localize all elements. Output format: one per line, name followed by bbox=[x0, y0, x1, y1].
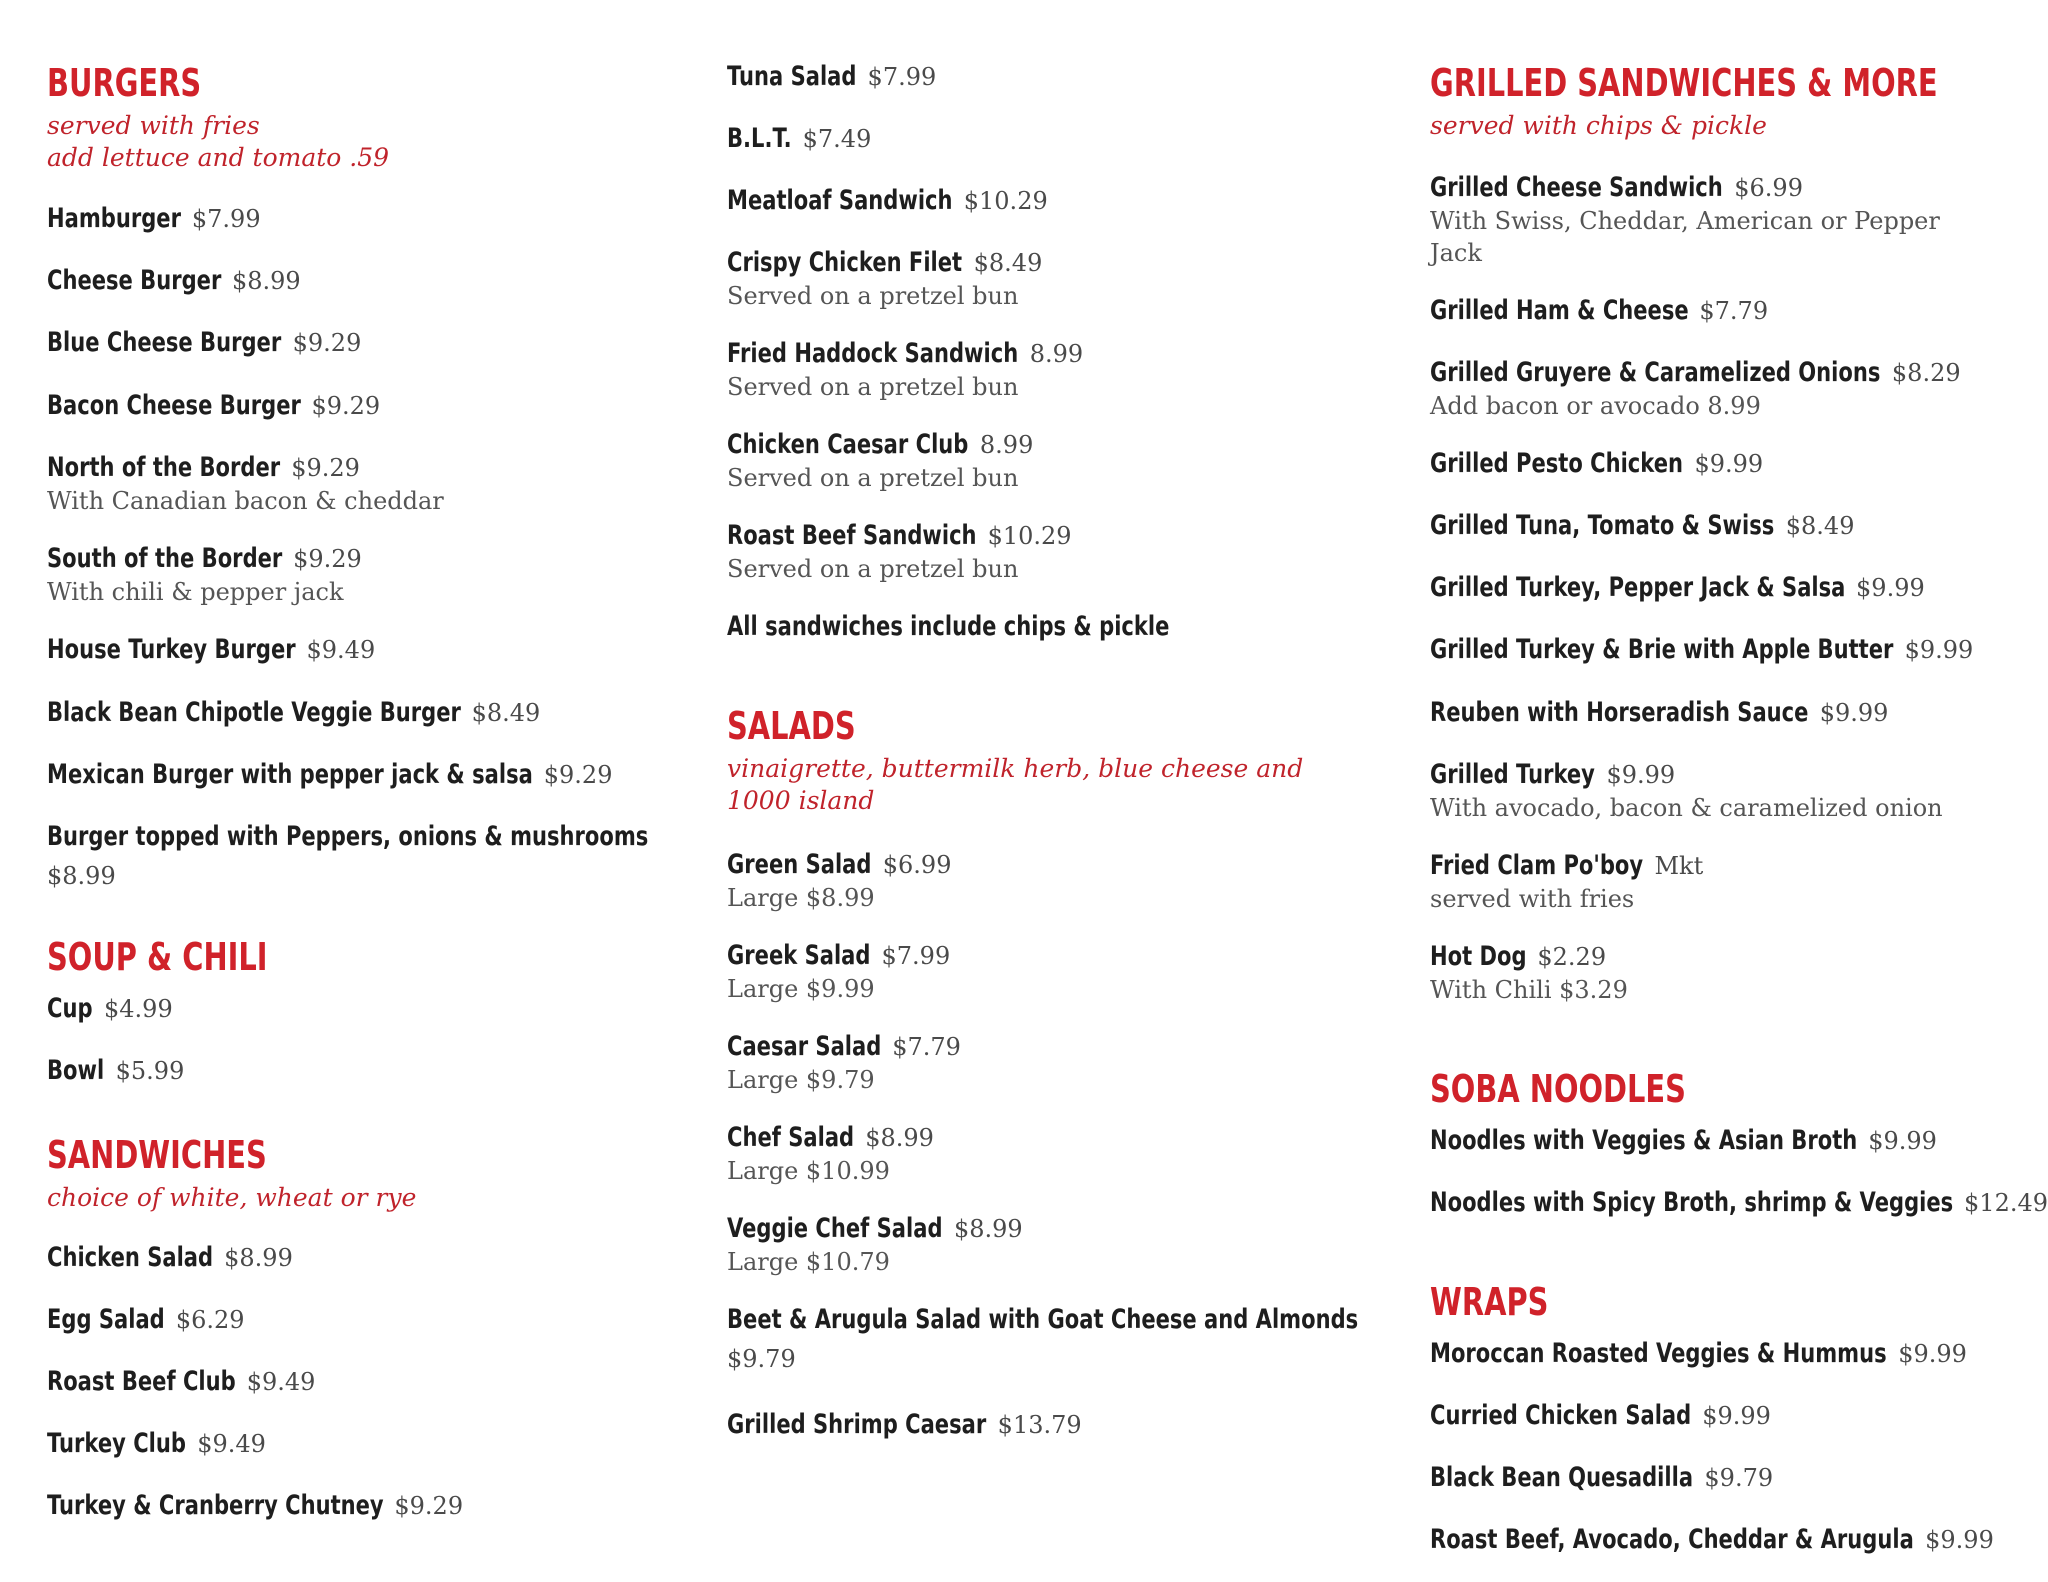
item-price: $7.49 bbox=[802, 125, 872, 153]
item-name: Fried Haddock Sandwich bbox=[727, 338, 1019, 369]
item-name: Beet & Arugula Salad with Goat Cheese and Almonds bbox=[727, 1304, 1359, 1335]
item-price: $8.99 bbox=[224, 1244, 293, 1272]
item-description: Large $10.79 bbox=[727, 1248, 890, 1276]
menu-item bbox=[727, 246, 1042, 312]
item-name: Chicken Salad bbox=[47, 1242, 214, 1273]
item-name: Hot Dog bbox=[1430, 941, 1527, 972]
menu-item bbox=[47, 992, 173, 1026]
item-description: Large $9.99 bbox=[727, 975, 875, 1003]
item-price: $9.99 bbox=[1925, 1526, 1994, 1554]
item-price: $9.49 bbox=[197, 1430, 266, 1458]
item-price: $9.29 bbox=[394, 1492, 464, 1520]
item-name: Black Bean Quesadilla bbox=[1430, 1462, 1694, 1493]
item-name: Meatloaf Sandwich bbox=[727, 185, 953, 216]
item-name: Chicken Caesar Club bbox=[727, 429, 969, 460]
item-name: Black Bean Chipotle Veggie Burger bbox=[47, 697, 461, 728]
menu-item bbox=[727, 1030, 961, 1096]
item-price: $4.99 bbox=[104, 995, 173, 1023]
item-name: Moroccan Roasted Veggies & Hummus bbox=[1430, 1338, 1887, 1369]
menu-item bbox=[727, 519, 1072, 585]
item-price: $8.29 bbox=[1891, 359, 1961, 387]
item-name: Bowl bbox=[47, 1055, 105, 1086]
item-description: $9.79 bbox=[727, 1345, 796, 1373]
item-price: $8.99 bbox=[953, 1215, 1023, 1243]
item-price: $8.99 bbox=[231, 267, 301, 295]
item-price: $9.49 bbox=[306, 636, 376, 664]
item-description: With Chili $3.29 bbox=[1430, 976, 1628, 1004]
section-subtitle-salads: vinaigrette, buttermilk herb, blue cheese and 1000 island bbox=[727, 754, 1304, 815]
item-name: Mexican Burger with pepper jack & salsa bbox=[47, 759, 533, 790]
menu-item bbox=[727, 848, 951, 914]
item-price: $9.99 bbox=[1694, 450, 1764, 478]
menu-item bbox=[47, 202, 261, 236]
menu-item bbox=[1430, 1461, 1773, 1495]
note-text: All sandwiches include chips & pickle bbox=[727, 611, 1170, 642]
item-name: Curried Chicken Salad bbox=[1430, 1400, 1692, 1431]
menu-item bbox=[1430, 447, 1763, 481]
item-price: $9.29 bbox=[293, 545, 362, 573]
item-description: Served on a pretzel bun bbox=[727, 555, 1019, 583]
menu-item bbox=[727, 428, 1033, 494]
item-price: $8.49 bbox=[973, 249, 1043, 277]
item-price: $7.99 bbox=[881, 942, 951, 970]
item-name: Grilled Shrimp Caesar bbox=[727, 1409, 987, 1440]
item-name: Grilled Tuna, Tomato & Swiss bbox=[1430, 510, 1775, 541]
menu-item bbox=[1430, 171, 1990, 269]
menu-item bbox=[1430, 1399, 1771, 1433]
menu-item bbox=[47, 1365, 315, 1399]
item-description: Served on a pretzel bun bbox=[727, 373, 1019, 401]
item-price: $9.99 bbox=[1868, 1127, 1937, 1155]
item-price: $9.49 bbox=[246, 1368, 316, 1396]
item-description: Served on a pretzel bun bbox=[727, 464, 1019, 492]
item-name: Grilled Pesto Chicken bbox=[1430, 448, 1684, 479]
item-price: $13.79 bbox=[997, 1411, 1082, 1439]
menu-item bbox=[1430, 356, 1961, 422]
item-price: $5.99 bbox=[115, 1057, 185, 1085]
item-name: Grilled Cheese Sandwich bbox=[1430, 172, 1723, 203]
item-price: $12.49 bbox=[1964, 1189, 2048, 1217]
menu-item bbox=[727, 122, 871, 156]
item-name: Egg Salad bbox=[47, 1304, 165, 1335]
menu-item bbox=[727, 1408, 1082, 1442]
menu-item bbox=[1430, 758, 1943, 824]
menu-item bbox=[47, 1241, 293, 1275]
menu-item bbox=[47, 1054, 184, 1088]
item-name: Tuna Salad bbox=[727, 61, 857, 92]
item-name: Grilled Gruyere & Caramelized Onions bbox=[1430, 357, 1881, 388]
section-heading-grilled: GRILLED SANDWICHES & MORE bbox=[1430, 61, 1938, 105]
item-name: Roast Beef Club bbox=[47, 1366, 236, 1397]
item-name: Grilled Turkey bbox=[1430, 759, 1595, 790]
item-price: $7.99 bbox=[191, 205, 261, 233]
menu-item bbox=[47, 542, 362, 608]
item-price: $6.99 bbox=[1734, 174, 1803, 202]
item-description: Large $9.79 bbox=[727, 1066, 875, 1094]
item-price: 8.99 bbox=[1029, 340, 1084, 368]
item-price: $8.99 bbox=[865, 1124, 934, 1152]
menu-item bbox=[47, 758, 612, 792]
item-price: $10.29 bbox=[963, 187, 1048, 215]
menu-item bbox=[727, 337, 1083, 403]
item-price: $2.29 bbox=[1537, 943, 1607, 971]
menu-item bbox=[47, 1489, 463, 1523]
item-price: $6.29 bbox=[175, 1306, 245, 1334]
item-name: Veggie Chef Salad bbox=[727, 1213, 943, 1244]
item-price: $9.99 bbox=[1898, 1340, 1967, 1368]
item-name: Bacon Cheese Burger bbox=[47, 390, 301, 421]
menu-item bbox=[727, 1121, 934, 1187]
item-description: With Swiss, Cheddar, American or Pepper Jack bbox=[1430, 207, 1940, 267]
section-subtitle-burgers: served with fries add lettuce and tomato .59 bbox=[47, 111, 390, 172]
item-price: $9.99 bbox=[1606, 761, 1676, 789]
item-price: $9.29 bbox=[543, 761, 613, 789]
section-heading-soba: SOBA NOODLES bbox=[1430, 1067, 1686, 1111]
item-name: Noodles with Veggies & Asian Broth bbox=[1430, 1125, 1858, 1156]
item-name: Hamburger bbox=[47, 203, 181, 234]
item-name: North of the Border bbox=[47, 452, 281, 483]
item-price: $9.29 bbox=[292, 329, 362, 357]
item-name: Grilled Turkey, Pepper Jack & Salsa bbox=[1430, 572, 1846, 603]
item-name: Turkey Club bbox=[47, 1428, 186, 1459]
menu-item bbox=[47, 1427, 266, 1461]
item-price: $9.99 bbox=[1702, 1402, 1771, 1430]
item-name: Crispy Chicken Filet bbox=[727, 247, 963, 278]
item-description: Served on a pretzel bun bbox=[727, 282, 1019, 310]
item-description: Large $8.99 bbox=[727, 884, 875, 912]
item-name: Cheese Burger bbox=[47, 265, 222, 296]
menu-item bbox=[47, 696, 540, 730]
item-name: Grilled Ham & Cheese bbox=[1430, 295, 1689, 326]
section-heading-soup: SOUP & CHILI bbox=[47, 935, 268, 979]
item-name: Reuben with Horseradish Sauce bbox=[1430, 697, 1809, 728]
menu-item bbox=[47, 326, 361, 360]
item-name: Cup bbox=[47, 993, 93, 1024]
item-name: Chef Salad bbox=[727, 1122, 855, 1153]
item-price: Mkt bbox=[1654, 852, 1704, 880]
menu-item bbox=[727, 60, 936, 94]
section-heading-sandwiches: SANDWICHES bbox=[47, 1133, 267, 1177]
item-price: $9.99 bbox=[1856, 574, 1925, 602]
item-name: B.L.T. bbox=[727, 123, 792, 154]
item-description: With Canadian bacon & cheddar bbox=[47, 487, 444, 515]
item-description: With chili & pepper jack bbox=[47, 578, 344, 606]
menu-item bbox=[47, 389, 380, 423]
menu-item bbox=[727, 184, 1048, 218]
item-description: With avocado, bacon & caramelized onion bbox=[1430, 794, 1943, 822]
item-name: Grilled Turkey & Brie with Apple Butter bbox=[1430, 634, 1894, 665]
menu-item bbox=[47, 820, 654, 892]
item-name: South of the Border bbox=[47, 543, 283, 574]
item-price: $7.99 bbox=[867, 63, 937, 91]
item-price: 8.99 bbox=[979, 431, 1034, 459]
item-name: Burger topped with Peppers, onions & mushrooms bbox=[47, 821, 649, 852]
section-heading-salads: SALADS bbox=[727, 704, 856, 748]
item-price: $7.79 bbox=[1699, 297, 1769, 325]
menu-item bbox=[47, 264, 301, 298]
item-name: Fried Clam Po'boy bbox=[1430, 850, 1644, 881]
menu-item bbox=[1430, 1523, 1994, 1557]
item-name: Turkey & Cranberry Chutney bbox=[47, 1490, 384, 1521]
menu-item bbox=[1430, 294, 1768, 328]
item-name: Noodles with Spicy Broth, shrimp & Veggies bbox=[1430, 1187, 1954, 1218]
item-description: $8.99 bbox=[47, 862, 116, 890]
menu-item bbox=[1430, 1337, 1967, 1371]
menu-item bbox=[47, 633, 375, 667]
item-price: $8.49 bbox=[471, 699, 541, 727]
section-heading-burgers: BURGERS bbox=[47, 61, 202, 105]
item-name: House Turkey Burger bbox=[47, 634, 296, 665]
item-name: Roast Beef, Avocado, Cheddar & Arugula bbox=[1430, 1524, 1914, 1555]
item-description: served with fries bbox=[1430, 885, 1635, 913]
item-price: $9.29 bbox=[311, 392, 381, 420]
item-price: $9.99 bbox=[1904, 636, 1974, 664]
menu-item bbox=[1430, 940, 1628, 1006]
item-name: Blue Cheese Burger bbox=[47, 327, 282, 358]
menu-item bbox=[1430, 509, 1854, 543]
menu-item bbox=[1430, 1186, 2048, 1220]
menu-item bbox=[47, 451, 444, 517]
menu-item bbox=[1430, 571, 1925, 605]
menu-item bbox=[1430, 633, 1973, 667]
item-name: Greek Salad bbox=[727, 940, 871, 971]
item-description: Large $10.99 bbox=[727, 1157, 890, 1185]
menu-item bbox=[727, 1303, 1364, 1375]
item-price: $6.99 bbox=[882, 851, 952, 879]
item-price: $9.99 bbox=[1819, 699, 1889, 727]
item-price: $10.29 bbox=[987, 522, 1072, 550]
item-price: $9.79 bbox=[1704, 1464, 1774, 1492]
item-name: Caesar Salad bbox=[727, 1031, 882, 1062]
item-price: $8.49 bbox=[1785, 512, 1855, 540]
menu-item bbox=[47, 1303, 245, 1337]
section-subtitle-grilled: served with chips & pickle bbox=[1430, 111, 1767, 140]
item-price: $9.29 bbox=[291, 454, 360, 482]
item-price: $7.79 bbox=[892, 1033, 961, 1061]
item-description: Add bacon or avocado 8.99 bbox=[1430, 392, 1761, 420]
section-subtitle-sandwiches: choice of white, wheat or rye bbox=[47, 1183, 417, 1212]
item-name: Roast Beef Sandwich bbox=[727, 520, 977, 551]
section-heading-wraps: WRAPS bbox=[1430, 1280, 1549, 1324]
menu-item bbox=[1430, 1124, 1937, 1158]
menu-item bbox=[727, 939, 950, 1005]
menu-item bbox=[1430, 696, 1888, 730]
menu-item bbox=[727, 1212, 1023, 1278]
sandwiches-note bbox=[727, 610, 1294, 644]
item-name: Green Salad bbox=[727, 849, 872, 880]
menu-item bbox=[1430, 849, 1703, 915]
